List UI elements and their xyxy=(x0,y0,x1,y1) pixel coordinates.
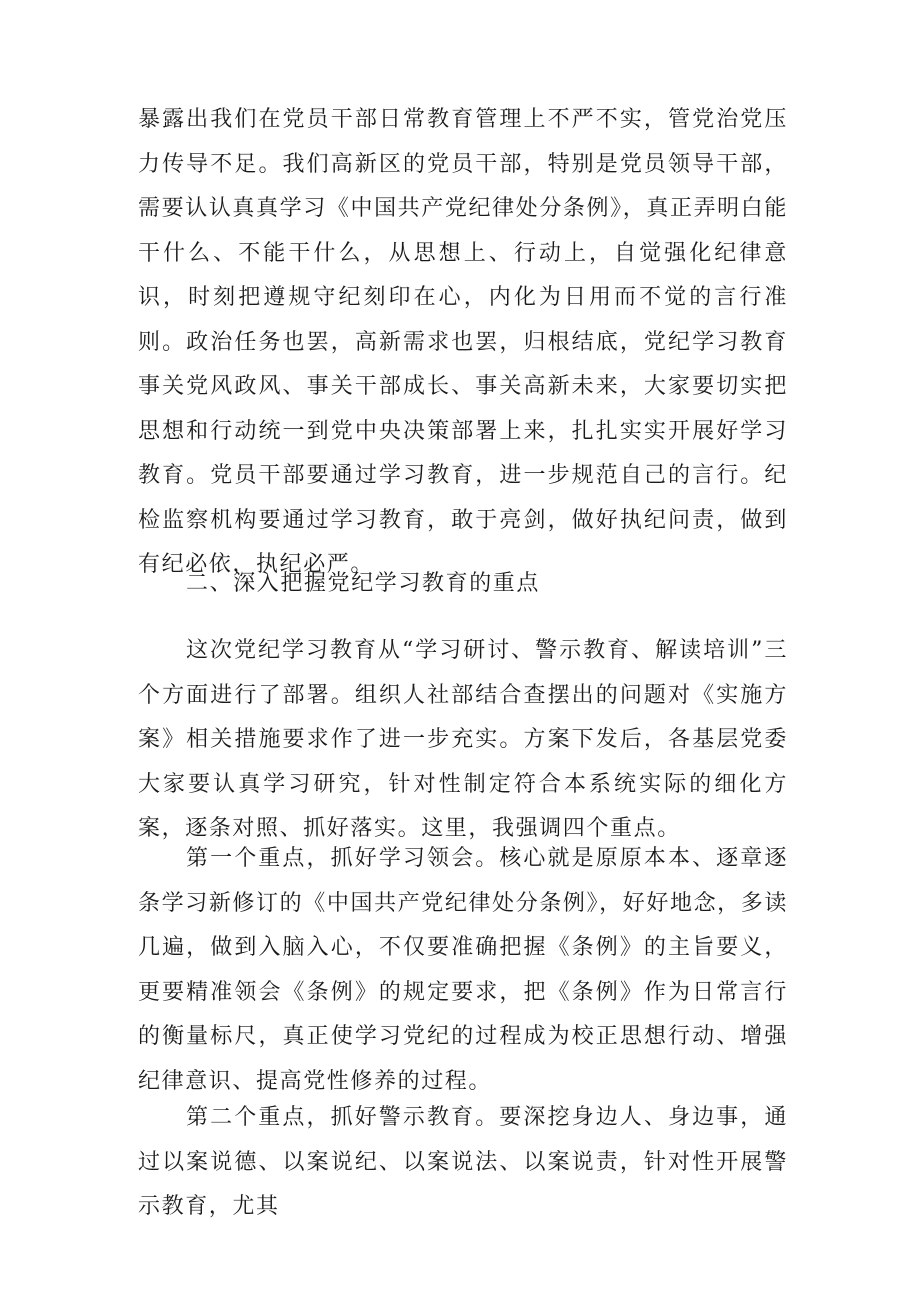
paragraph-deployment: 这次党纪学习教育从“学习研讨、警示教育、解读培训”三个方面进行了部署。组织人社部结合查摆出的问题对《实施方案》相关措施要求作了进一步充实。方案下发后，各基层党委大家要认真学习研究，针对性制定符合本系统实际的细化方案，逐条对照、抓好落实。这里，我强调四个重点。 xyxy=(138,638,788,841)
section-heading: 二、深入把握党纪学习教育的重点 xyxy=(186,571,541,596)
paragraph-continuation: 暴露出我们在党员干部日常教育管理上不严不实，管党治党压力传导不足。我们高新区的党员干部，特别是党员领导干部，需要认认真真学习《中国共产党纪律处分条例》，真正弄明白能干什么、不能干什么，从思想上、行动上，自觉强化纪律意识，时刻把遵规守纪刻印在心，内化为日用而不觉的言行准则。政治任务也罢，高新需求也罢，归根结底，党纪学习教育事关党风政风、事关干部成长、事关高新未来，大家要切实把思想和行动统一到党中央决策部署上来，扎扎实实开展好学习教育。党员干部要通过学习教育，进一步规范自己的言行。纪检监察机构要通过学习教育，敢于亮剑，做好执纪问责，做到有纪必依，执纪必严。 xyxy=(138,107,788,577)
paragraph-point-two: 第二个重点，抓好警示教育。要深挖身边人、身边事，通过以案说德、以案说纪、以案说法、以案说责，针对性开展警示教育，尤其 xyxy=(138,1105,788,1219)
paragraph-point-one: 第一个重点，抓好学习领会。核心就是原原本本、逐章逐条学习新修订的《中国共产党纪律处分条例》，好好地念，多读几遍，做到入脑入心，不仅要准确把握《条例》的主旨要义，更要精准领会《条例》的规定要求，把《条例》作为日常言行的衡量标尺，真正使学习党纪的过程成为校正思想行动、增强纪律意识、提高党性修养的过程。 xyxy=(138,846,788,1094)
